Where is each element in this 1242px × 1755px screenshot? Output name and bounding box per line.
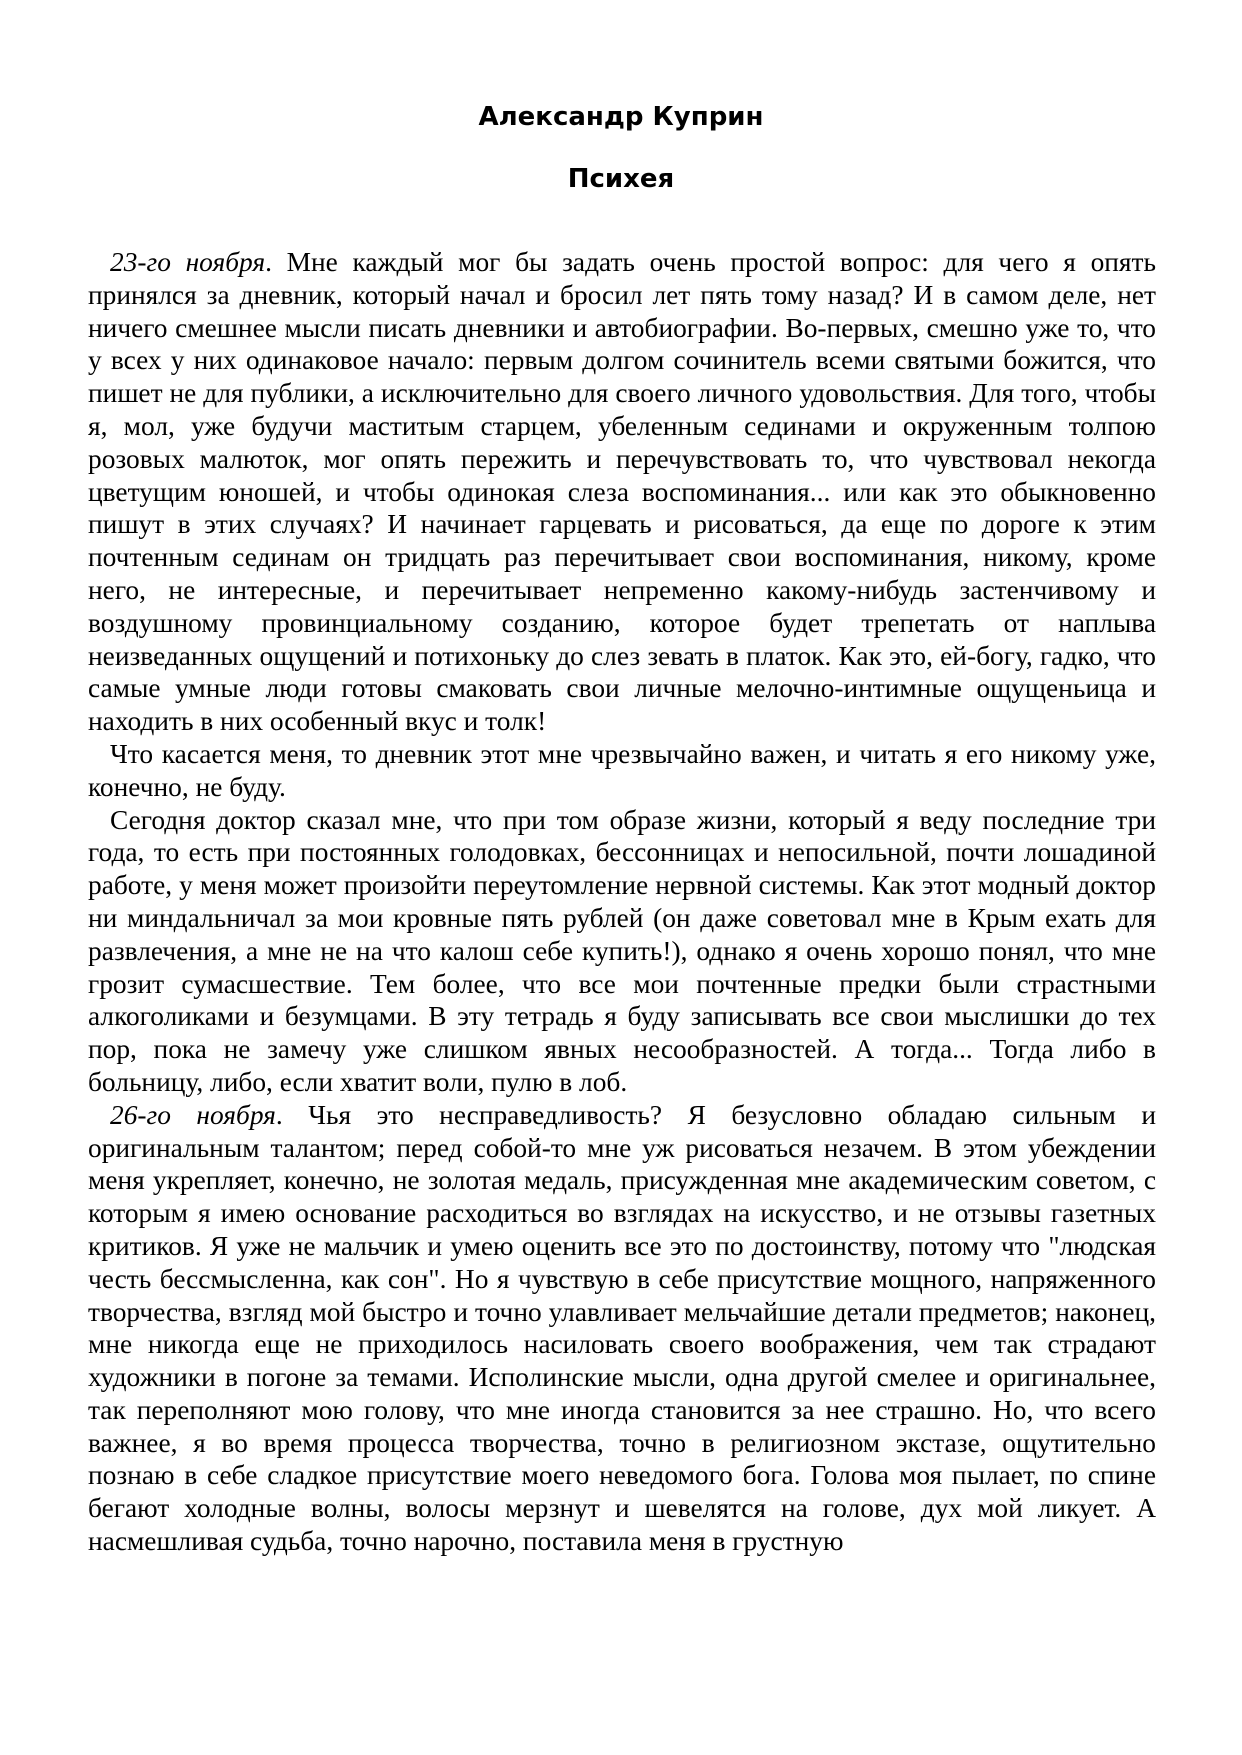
body-text: [88, 246, 1156, 1558]
paragraph-text: . Чья это несправедливость? Я безусловно обладаю сильным и оригинальным талантом; перед собой-то мне уж рисоваться незачем. В этом убеждении меня укрепляет, конечно, не золотая медаль, присужденная мне академическим советом, с которым я имею основание расходиться во взглядах на искусство, и не отзывы газетных критиков. Я уже не мальчик и умею оценить все это по достоинству, потому что "людская честь бессмысленна, как сон". Но я чувствую в себе присутствие мощного, напряженного творчества, взгляд мой быстро и точно улавливает мельчайшие детали предметов; наконец, мне никогда еще не приходилось насиловать своего воображения, чем так страдают художники в погоне за темами. Исполинские мысли, одна другой смелее и оригинальнее, так переполняют мою голову, что мне иногда становится за нее страшно. Но, что всего важнее, я во время процесса творчества, точно в религиозном экстазе, ощутительно познаю в себе сладкое присутствие моего неведомого бога. Голова моя пылает, по спине бегают холодные волны, волосы мерзнут и шевелятся на голове, дух мой ликует. А насмешливая судьба, точно нарочно, поставила меня в грустную: [88, 1099, 1156, 1557]
paragraph-text: . Мне каждый мог бы задать очень простой вопрос: для чего я опять принялся за дневник, который начал и бросил лет пять тому назад? И в самом деле, нет ничего смешнее мысли писать дневники и автобиографии. Во-первых, смешно уже то, что у всех у них одинаковое начало: первым долгом сочинитель всеми святыми божится, что пишет не для публики, а исключительно для своего личного удовольствия. Для того, чтобы я, мол, уже будучи маститым старцем, убеленным сединами и окруженным толпою розовых малюток, мог опять пережить и перечувствовать то, что чувствовал некогда цветущим юношей, и чтобы одинокая слеза воспоминания... или как это обыкновенно пишут в этих случаях? И начинает гарцевать и рисоваться, да еще по дороге к этим почтенным сединам он тридцать раз перечитывает свои воспоминания, никому, кроме него, не интересные, и перечитывает непременно какому-нибудь застенчивому и воздушному провинциальному созданию, которое будет трепетать от наплыва неизведанных ощущений и потихоньку до слез зевать в платок. Как это, ей-богу, гадко, что самые умные люди готовы смаковать свои личные мелочно-интимные ощущеньица и находить в них особенный вкус и толк!: [88, 247, 1156, 737]
work-title: Психея: [567, 164, 675, 194]
diary-date: 23-го ноября: [110, 247, 266, 277]
paragraph: [88, 738, 1156, 804]
paragraph: [88, 1099, 1156, 1558]
diary-date: 26-го ноября: [110, 1099, 276, 1130]
paragraph-text: Что касается меня, то дневник этот мне чрезвычайно важен, и читать я его никому уже, конечно, не буду.: [88, 738, 1156, 802]
paragraph: [88, 246, 1156, 738]
paragraph-text: Сегодня доктор сказал мне, что при том образе жизни, который я веду последние три года, то есть при постоянных голодовках, бессонницах и непосильной, почти лошадиной работе, у меня может произойти переутомление нервной системы. Как этот модный доктор ни миндальничал за мои кровные пять рублей (он даже советовал мне в Крым ехать для развлечения, а мне не на что калош себе купить!), однако я очень хорошо понял, что мне грозит сумасшествие. Тем более, что все мои почтенные предки были страстными алкоголиками и безумцами. В эту тетрадь я буду записывать все свои мыслишки до тех пор, пока не замечу уже слишком явных несообразностей. А тогда... Тогда либо в больницу, либо, если хватит воли, пулю в лоб.: [88, 804, 1156, 1097]
author-name: Александр Куприн: [478, 102, 764, 132]
paragraph: [88, 804, 1156, 1099]
